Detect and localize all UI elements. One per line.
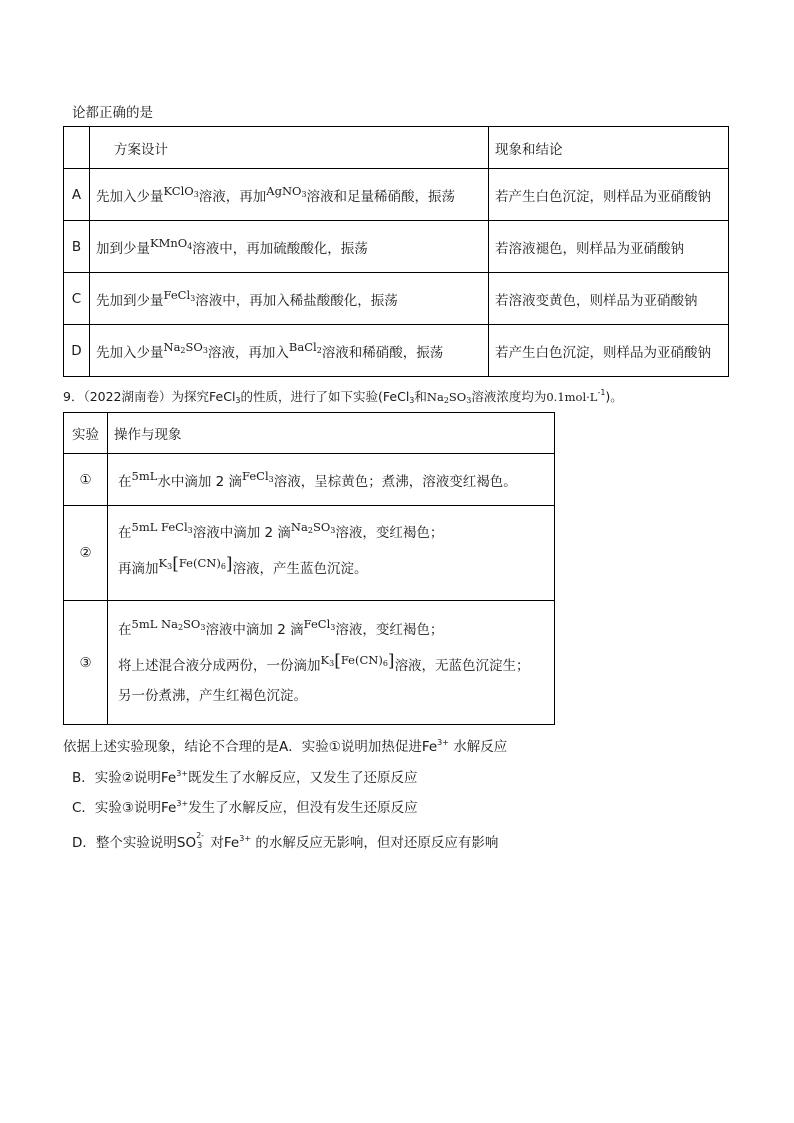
table-row <box>64 325 729 377</box>
formula-na2so3: Na2SO3 <box>163 339 208 355</box>
result-cell: 若产生白色沉淀，则样品为亚硝酸钠 <box>489 325 729 377</box>
result-cell: 若溶液变黄色，则样品为亚硝酸钠 <box>489 273 729 325</box>
table1-header-label <box>64 127 90 169</box>
result-cell: 若产生白色沉淀，则样品为亚硝酸钠 <box>489 169 729 221</box>
experiment-label: ③ <box>64 601 108 725</box>
row-label: C <box>64 273 90 325</box>
answer-d: D．整个实验说明SO 2- 3 对$Fe^{3+}$ 的水解反应无影响，但对还原反应有影响 <box>72 831 499 851</box>
question-9-stem: 9．（2022湖南卷）为探究FeCl3的性质，进行了如下实验(FeCl3和Na2SO3溶液浓度均为$0.1mol\cdot L^{-1}$)。 <box>63 388 623 405</box>
result-cell: 若溶液褪色，则样品为亚硝酸钠 <box>489 221 729 273</box>
table-row <box>64 506 555 601</box>
formula-bacl2: BaCl2 <box>288 339 322 355</box>
table-row <box>64 601 555 725</box>
plan-cell <box>90 169 489 221</box>
table2-header-label: 实验 <box>64 413 108 454</box>
experiment-content: 在5mL水中滴加 2 滴FeCl3溶液，呈棕黄色；煮沸，溶液变红褐色。 <box>108 454 555 506</box>
table-row <box>64 221 729 273</box>
plan-cell <box>90 325 489 377</box>
table-row <box>64 413 555 454</box>
plan-text: 溶液中，再加硫酸酸化，振荡 <box>192 240 368 257</box>
plan-text: 溶液和足量稀硝酸，振荡 <box>306 188 456 205</box>
table-row <box>64 127 729 169</box>
formula-k3fecn6: K3[Fe(CN)6] <box>158 554 233 574</box>
answer-b: B．实验②说明$Fe^{3+}$既发生了水解反应，又发生了还原反应 <box>72 769 418 786</box>
formula-5ml-fecl3: 5mL FeCl3 <box>131 520 193 535</box>
formula-kclo3: KClO3 <box>163 183 199 199</box>
table1-header-result: 现象和结论 <box>489 127 729 169</box>
answer-c: C．实验③说明$Fe^{3+}$发生了水解反应，但没有发生还原反应 <box>72 799 418 816</box>
experiment-content: 在5mL FeCl3溶液中滴加 2 滴Na2SO3溶液，变红褐色； 再滴加K3[Fe(CN)6]溶液，产生蓝色沉淀。 <box>108 506 555 601</box>
formula-na2so3: Na2SO3 <box>290 520 336 535</box>
plan-text: 加到少量 <box>96 240 150 257</box>
row-label: A <box>64 169 90 221</box>
row-label: D <box>64 325 90 377</box>
table-plans <box>63 126 729 377</box>
experiment-label: ① <box>64 454 108 506</box>
plan-text: 溶液和稀硝酸，振荡 <box>321 344 444 361</box>
formula-fecl3: FeCl3 <box>242 468 274 484</box>
formula-fecl3: FeCl3 <box>303 616 336 632</box>
plan-text: 溶液，再加 <box>198 188 267 205</box>
table-row <box>64 454 555 506</box>
formula-na2so3: Na2SO3 <box>426 390 472 405</box>
table-row <box>64 169 729 221</box>
formula-fecl3: FeCl3 <box>163 287 196 303</box>
formula-5ml: 5mL <box>131 468 158 483</box>
plan-text: 溶液中，再加入稀盐酸酸化，振荡 <box>195 292 398 309</box>
formula-agno3: AgNO3 <box>266 183 307 199</box>
formula-k3fecn6: K3[Fe(CN)6] <box>320 650 395 671</box>
experiment-label: ② <box>64 506 108 601</box>
formula-5ml-na2so3: 5mL Na2SO3 <box>131 616 206 632</box>
answer-a: 依据上述实验现象，结论不合理的是A．实验①说明加热促进$Fe^{3+}$ 水解反应 <box>63 738 508 755</box>
table-experiments <box>63 412 555 725</box>
row-label: B <box>64 221 90 273</box>
plan-text: 溶液，再加入 <box>207 344 289 361</box>
intro-text: 论都正确的是 <box>72 105 153 121</box>
plan-text: 先加到少量 <box>96 292 164 309</box>
plan-cell <box>90 221 489 273</box>
table-row <box>64 273 729 325</box>
plan-text: 先加入少量 <box>96 188 164 205</box>
plan-cell <box>90 273 489 325</box>
experiment-content: 在5mL Na2SO3溶液中滴加 2 滴FeCl3溶液，变红褐色； 将上述混合液分成两份，一份滴加K3[Fe(CN)6]溶液，无蓝色沉淀生； 另一份煮沸，产生红褐色沉淀。 <box>108 601 555 725</box>
table1-header-plan: 方案设计 <box>90 127 489 169</box>
plan-text: 先加入少量 <box>96 344 164 361</box>
table2-header-content: 操作与现象 <box>108 413 555 454</box>
formula-kmno4: KMnO4 <box>150 235 193 251</box>
